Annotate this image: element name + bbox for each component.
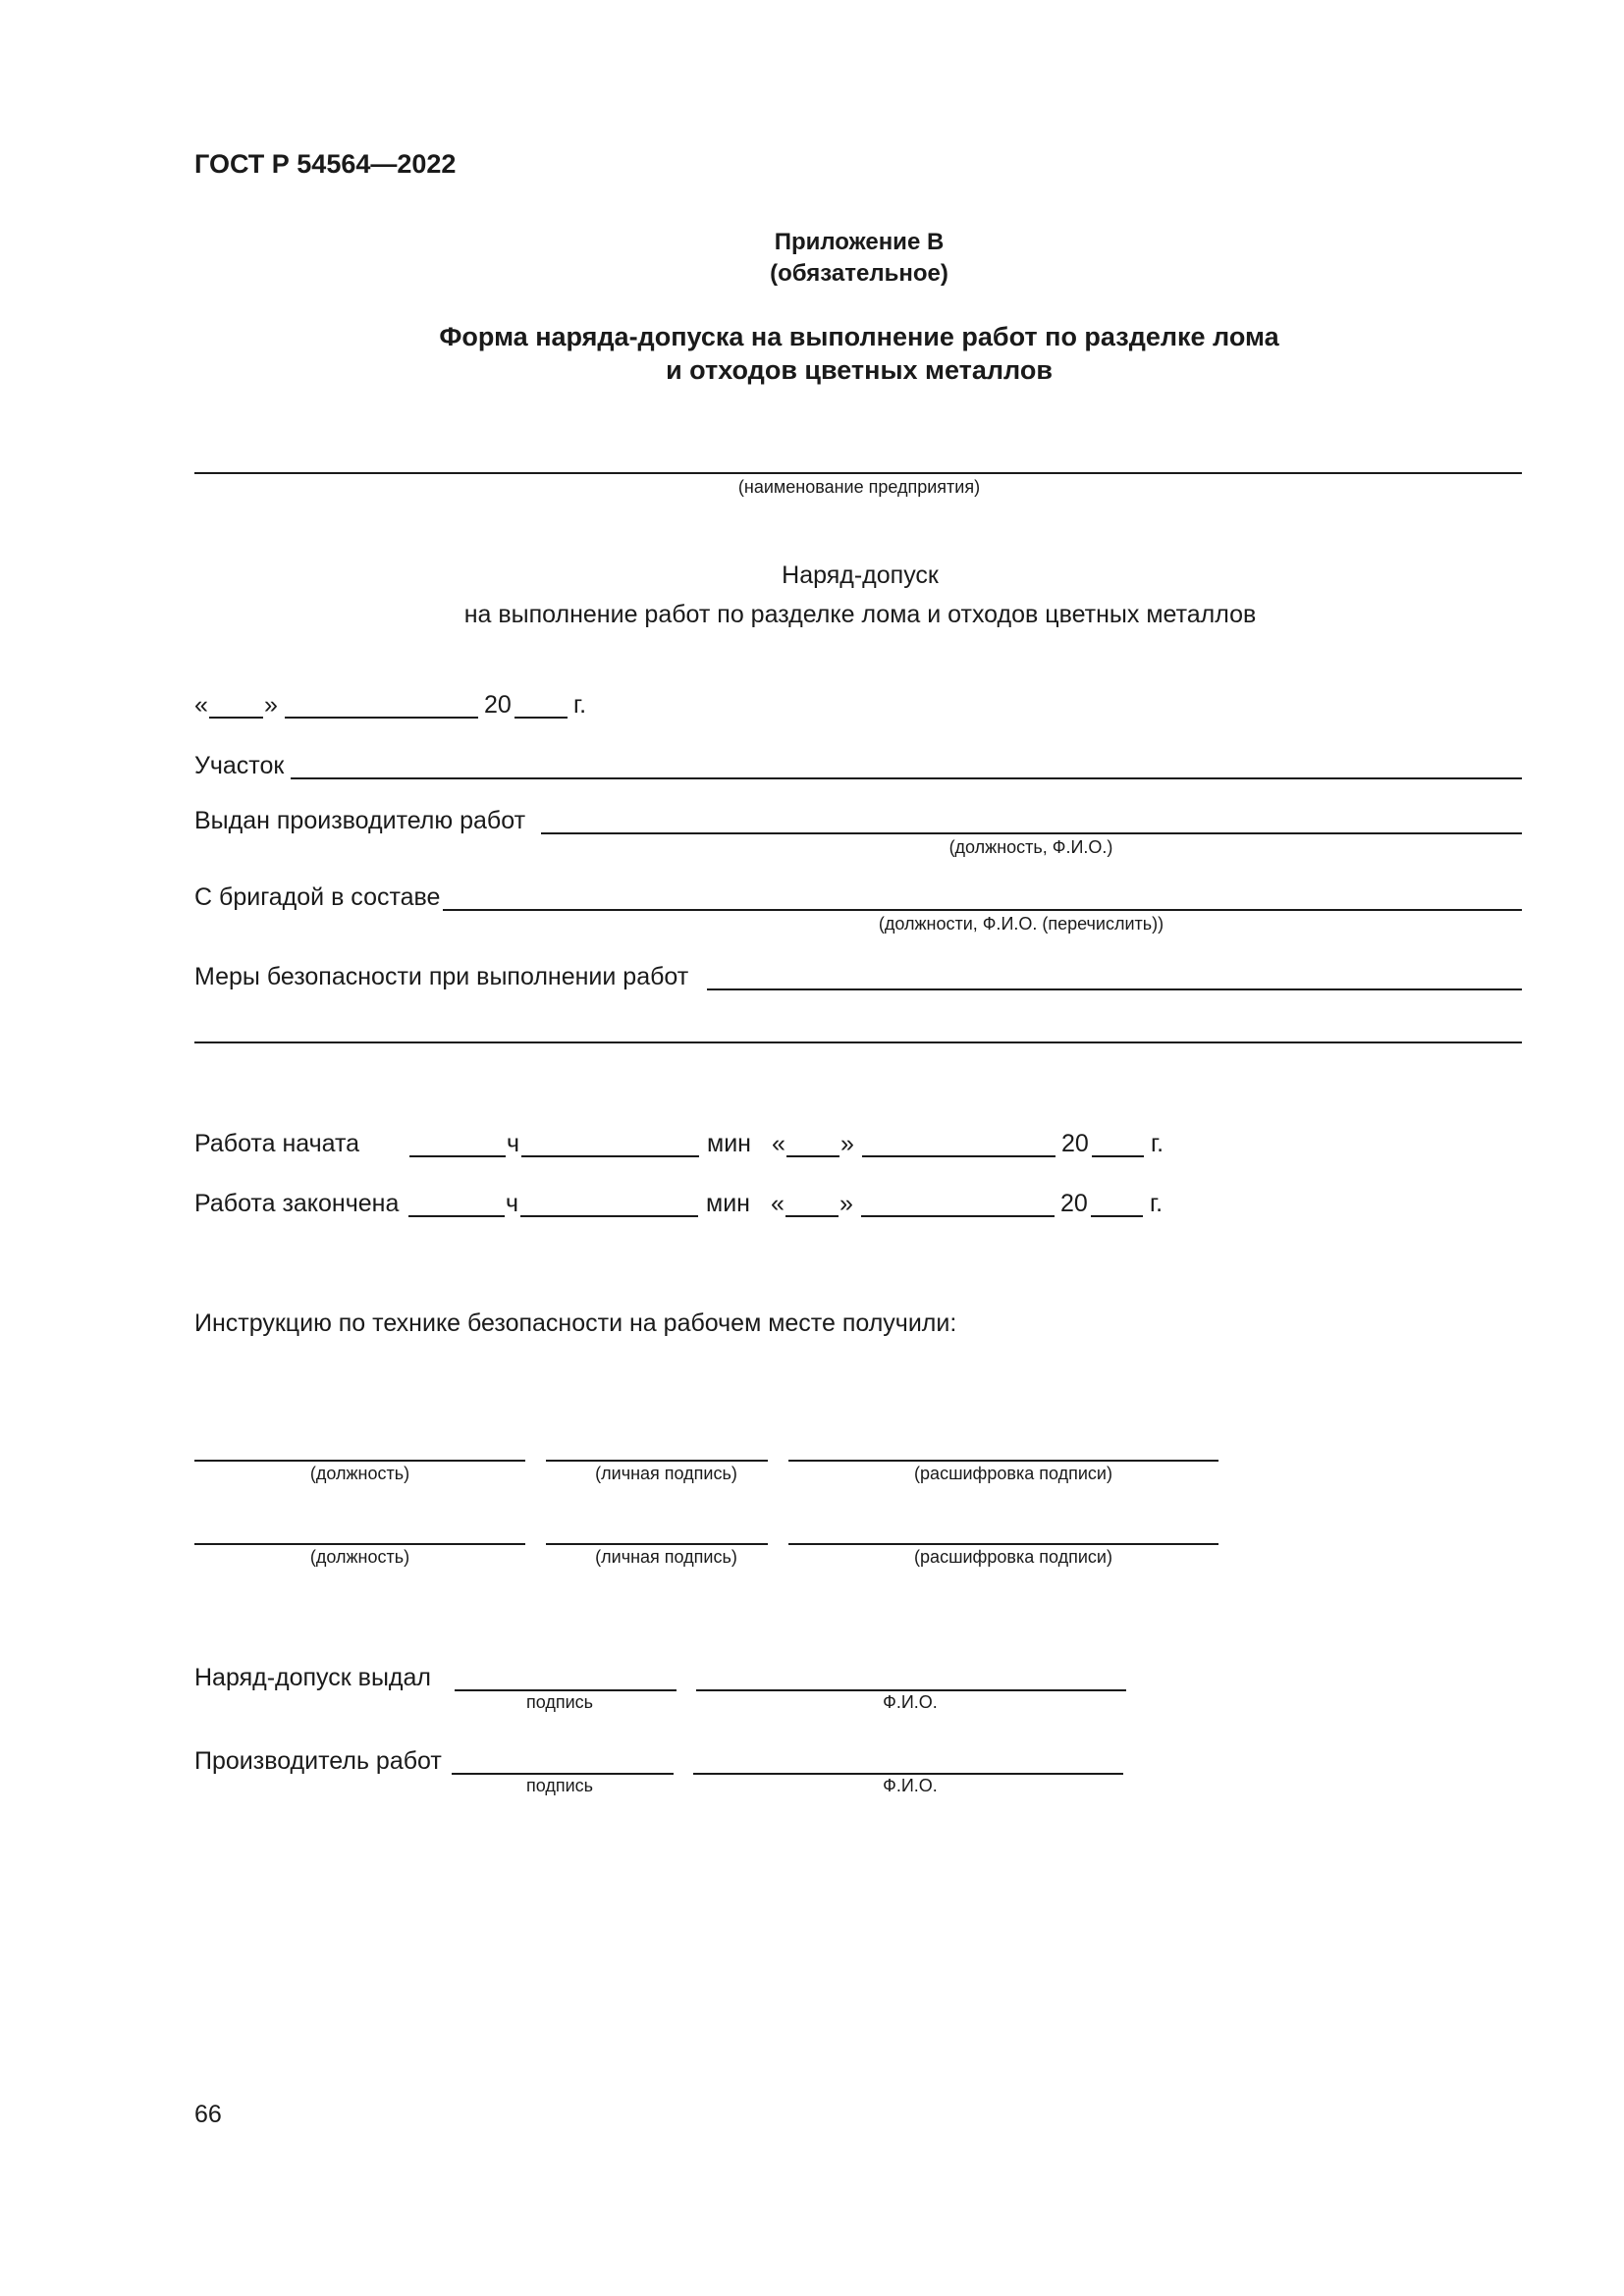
date-year-field[interactable] [514, 717, 568, 719]
page-number: 66 [194, 2101, 222, 2128]
work-finished-year-suffix: г. [1150, 1190, 1164, 1217]
work-started-day-field[interactable] [786, 1155, 839, 1157]
instruction-position-field-1[interactable] [194, 1460, 525, 1462]
safety-field-line2[interactable] [194, 1041, 1522, 1043]
instruction-decoding-caption-2: (расшифровка подписи) [914, 1547, 1112, 1567]
work-finished-label: Работа закончена [194, 1190, 400, 1217]
instruction-position-field-2[interactable] [194, 1543, 525, 1545]
date-day-field[interactable] [209, 717, 263, 719]
safety-field-line1[interactable] [707, 988, 1522, 990]
instruction-decoding-caption-1: (расшифровка подписи) [914, 1464, 1112, 1483]
work-finished-minutes-field[interactable] [520, 1215, 698, 1217]
work-started-year-suffix: г. [1151, 1130, 1164, 1157]
permit-title: Наряд-допуск [782, 561, 939, 589]
work-producer-name-field[interactable] [693, 1773, 1123, 1775]
work-finished-century: 20 [1060, 1190, 1088, 1217]
work-producer-signature-field[interactable] [452, 1773, 674, 1775]
instruction-signature-field-1[interactable] [546, 1460, 768, 1462]
appendix-status: (обязательное) [770, 260, 948, 287]
work-finished-year-field[interactable] [1091, 1215, 1143, 1217]
work-started-month-field[interactable] [862, 1155, 1056, 1157]
issued-to-field[interactable] [541, 832, 1522, 834]
enterprise-name-caption: (наименование предприятия) [737, 477, 981, 497]
work-started-close-quote: » [840, 1130, 854, 1157]
date-month-field[interactable] [285, 717, 478, 719]
form-title-line2: и отходов цветных металлов [666, 355, 1053, 385]
instruction-text: Инструкцию по технике безопасности на рабочем месте получили: [194, 1309, 957, 1337]
work-started-hours-field[interactable] [409, 1155, 506, 1157]
enterprise-name-line[interactable] [194, 472, 1522, 474]
instruction-signature-field-2[interactable] [546, 1543, 768, 1545]
work-finished-hours-unit: ч [506, 1190, 519, 1217]
work-finished-hours-field[interactable] [408, 1215, 505, 1217]
instruction-position-caption-1: (должность) [309, 1464, 410, 1483]
work-started-open-quote: « [772, 1130, 785, 1157]
work-finished-day-field[interactable] [785, 1215, 839, 1217]
work-started-year-field[interactable] [1092, 1155, 1144, 1157]
issued-to-label: Выдан производителю работ [194, 807, 526, 834]
work-started-minutes-unit: мин [707, 1130, 751, 1157]
date-open-quote: « [194, 691, 208, 719]
work-producer-signature-caption: подпись [525, 1776, 594, 1795]
work-producer-label: Производитель работ [194, 1747, 442, 1775]
standard-number: ГОСТ Р 54564—2022 [194, 149, 457, 179]
work-started-minutes-field[interactable] [521, 1155, 699, 1157]
work-finished-minutes-unit: мин [706, 1190, 750, 1217]
team-label: С бригадой в составе [194, 883, 441, 911]
permit-subtitle: на выполнение работ по разделке лома и отходов цветных металлов [463, 601, 1257, 628]
work-started-century: 20 [1061, 1130, 1089, 1157]
date-century: 20 [484, 691, 512, 719]
form-title-line1: Форма наряда-допуска на выполнение работ по разделке лома [439, 322, 1279, 351]
issued-to-caption: (должность, Ф.И.О.) [948, 837, 1113, 857]
permit-issued-signature-caption: подпись [525, 1692, 594, 1712]
site-field[interactable] [291, 777, 1522, 779]
instruction-decoding-field-2[interactable] [788, 1543, 1218, 1545]
instruction-signature-caption-1: (личная подпись) [595, 1464, 737, 1483]
work-finished-close-quote: » [839, 1190, 853, 1217]
permit-issued-signature-field[interactable] [455, 1689, 677, 1691]
work-started-label: Работа начата [194, 1130, 360, 1157]
team-field[interactable] [443, 909, 1522, 911]
safety-label: Меры безопасности при выполнении работ [194, 963, 689, 990]
date-year-suffix: г. [573, 691, 587, 719]
work-started-hours-unit: ч [507, 1130, 520, 1157]
permit-issued-label: Наряд-допуск выдал [194, 1664, 431, 1691]
instruction-decoding-field-1[interactable] [788, 1460, 1218, 1462]
site-label: Участок [194, 752, 285, 779]
work-producer-name-caption: Ф.И.О. [883, 1776, 938, 1795]
date-close-quote: » [264, 691, 278, 719]
appendix-title: Приложение В [774, 229, 945, 255]
instruction-position-caption-2: (должность) [309, 1547, 410, 1567]
permit-issued-name-caption: Ф.И.О. [883, 1692, 938, 1712]
instruction-signature-caption-2: (личная подпись) [595, 1547, 737, 1567]
team-caption: (должности, Ф.И.О. (перечислить)) [878, 914, 1164, 934]
work-finished-open-quote: « [771, 1190, 785, 1217]
work-finished-month-field[interactable] [861, 1215, 1055, 1217]
permit-issued-name-field[interactable] [696, 1689, 1126, 1691]
